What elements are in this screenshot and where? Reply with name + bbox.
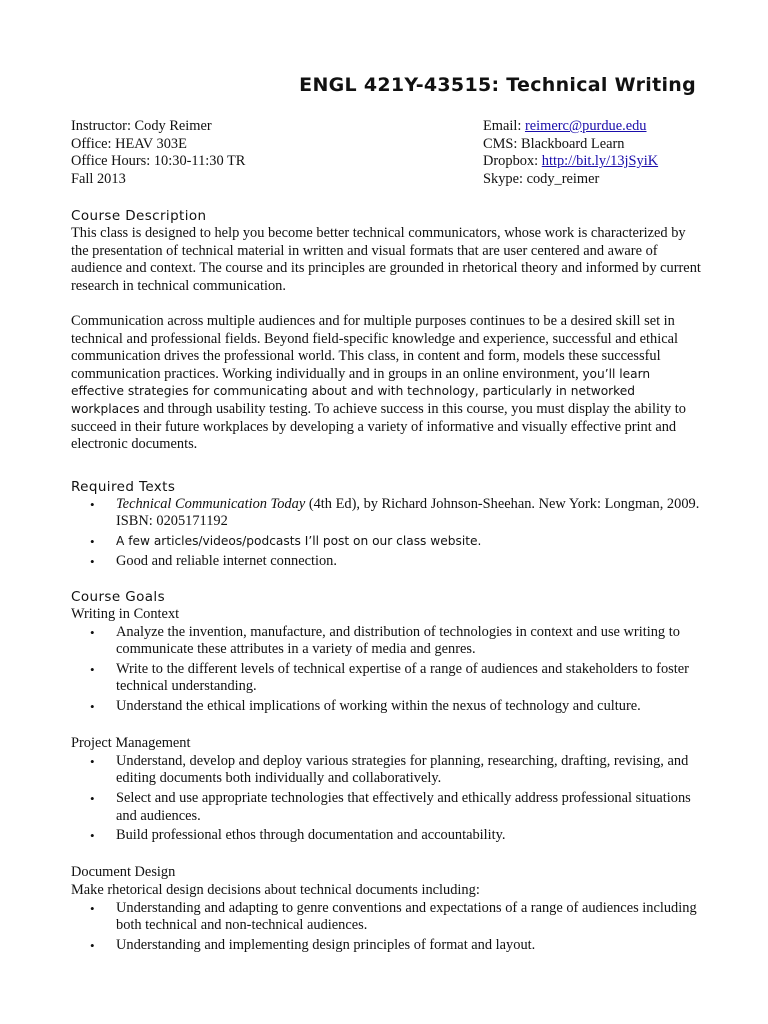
list-item: • Build professional ethos through documentation and accountability. <box>90 827 506 844</box>
bullet-icon: • <box>90 661 95 677</box>
document-design-intro: Make rhetorical design decisions about technical documents including: <box>71 882 480 898</box>
project-management-list <box>71 753 701 845</box>
dropbox-link[interactable]: http://bit.ly/13jSyiK <box>541 153 659 170</box>
term: Fall 2013 <box>71 170 126 187</box>
bullet-icon: • <box>90 624 95 640</box>
bullet-icon: • <box>90 753 95 769</box>
office: Office: HEAV 303E <box>71 135 187 152</box>
bullet-icon: • <box>90 791 95 807</box>
writing-in-context-list <box>71 624 701 716</box>
internet-item: Good and reliable internet connection. <box>116 552 337 569</box>
articles-item: A few articles/videos/podcasts I’ll post on our class website. <box>116 533 482 548</box>
email-line <box>483 118 658 136</box>
writing-in-context-label: Writing in Context <box>71 606 180 623</box>
paragraph-2-sans: you’ll learn effective strategies for communicating about and with technology, particularly in networked workplaces <box>71 366 651 416</box>
list-item <box>71 553 701 571</box>
textbook-title: Technical Communication Today <box>116 495 306 512</box>
list-item <box>71 496 701 531</box>
contact-info <box>483 118 658 188</box>
course-description-paragraph-2 <box>71 313 701 454</box>
document-design-label: Document Design <box>71 864 176 881</box>
list-item: • Understand, develop and deploy various strategies for planning, researching, drafting, revising, and editing documents both individually and collaboratively. <box>90 752 689 787</box>
list-item: • Understanding and adapting to genre conventions and expectations of a range of audiences including both technical and non-technical audiences. <box>90 899 697 934</box>
syllabus-content <box>71 207 701 956</box>
textbook-details: (4th Ed), by Richard Johnson-Sheehan. New York: Longman, 2009. ISBN: 0205171192 <box>116 495 700 530</box>
email-label: Email: <box>483 118 525 134</box>
bullet-icon: • <box>90 496 95 512</box>
project-management-label: Project Management <box>71 735 191 752</box>
bullet-icon: • <box>90 900 95 916</box>
list-item: • Select and use appropriate technologies that effectively and ethically address professional situations and audiences. <box>90 790 691 824</box>
course-goals-heading: Course Goals <box>71 589 166 606</box>
document-design-list <box>71 900 701 955</box>
cms-line: CMS: Blackboard Learn <box>483 135 625 152</box>
required-texts-list <box>71 496 701 570</box>
paragraph-2-part-2: and through usability testing. To achieve success in this course, you must display the ability to succeed in their future workplaces by developing a variety of informative and visually effective print and electronic documents. <box>71 400 686 453</box>
list-item <box>71 533 701 551</box>
list-item: • Understand the ethical implications of working within the nexus of technology and culture. <box>90 698 641 715</box>
bullet-icon: • <box>90 553 95 569</box>
bullet-icon: • <box>90 699 95 715</box>
list-item: • Analyze the invention, manufacture, and distribution of technologies in context and use writing to communicate these attributes in a variety of media and genres. <box>90 623 680 658</box>
paragraph-2-part-1: Communication across multiple audiences and for multiple purposes continues to be a desired skill set in technical and professional fields. Beyond field-specific knowledge and experience, successful and ethical communication drives the professional world. This class, in content and form, models these successful communication practices. Working individually and in groups in an online environment, <box>71 312 678 382</box>
course-description-paragraph-1: This class is designed to help you become better technical communicators, whose work is characterized by the presentation of technical material in written and visual formats that are user centered and aware of audience and context. The course and its principles are grounded in rhetorical theory and informed by current research in technical communication. <box>71 225 701 294</box>
required-texts-heading: Required Texts <box>71 478 176 495</box>
dropbox-label: Dropbox: <box>483 153 542 170</box>
bullet-icon: • <box>90 937 95 953</box>
instructor-info <box>71 118 245 188</box>
email-link[interactable]: reimerc@purdue.edu <box>524 118 647 134</box>
list-item: • Understanding and implementing design principles of format and layout. <box>90 936 536 953</box>
dropbox-line <box>483 153 658 171</box>
document-title: ENGL 421Y-43515: Technical Writing <box>299 74 696 96</box>
bullet-icon: • <box>90 533 95 549</box>
course-description-heading: Course Description <box>71 208 207 224</box>
list-item: • Write to the different levels of technical expertise of a range of audiences and stakeholders to foster technical understanding. <box>90 660 689 695</box>
bullet-icon: • <box>90 828 95 844</box>
instructor-name: Instructor: Cody Reimer <box>71 118 212 134</box>
skype-line: Skype: cody_reimer <box>483 170 600 187</box>
office-hours: Office Hours: 10:30-11:30 TR <box>71 153 246 170</box>
